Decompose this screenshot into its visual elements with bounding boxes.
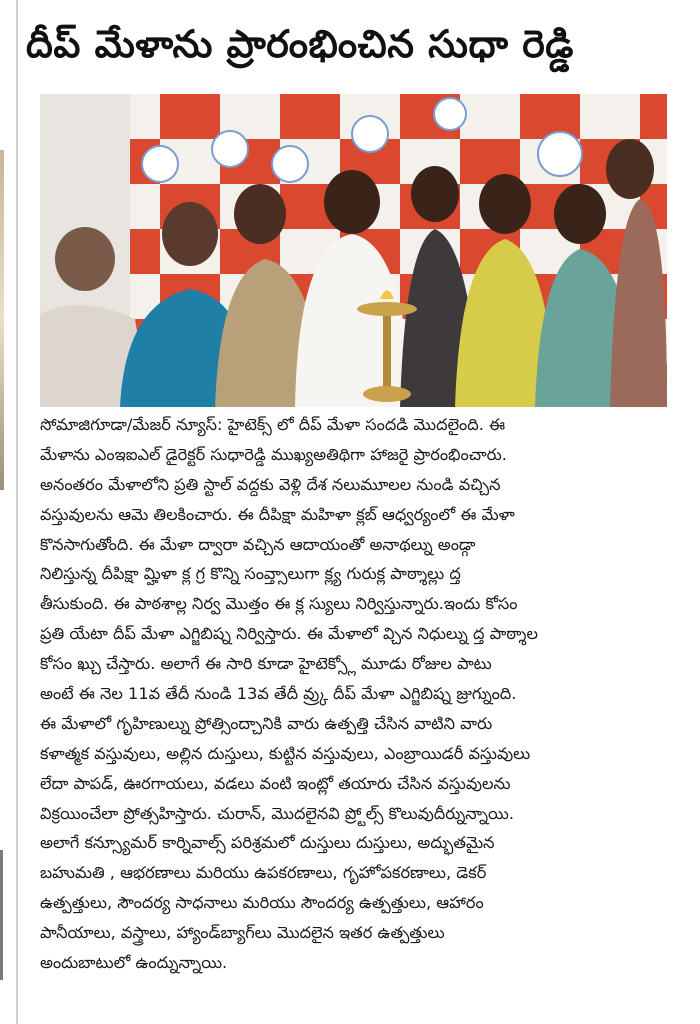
article-line: నిలిస్తున్న దీపిక్షా మ్హిళా క్ల గ్ర కొన్ని సంవ్త్సాలుగా క్ల్య గురుక్ల పాఠ్శాల్లు ద్త: [40, 564, 461, 584]
article-line: అందుబాటులో ఉంద్నున్నాయి.: [40, 953, 228, 973]
article-line: అలాగే కన్స్యూమర్ కార్నివాల్స్ పరిశ్రమలో దుస్తులు దుస్తులు, అద్భుతమైన: [40, 833, 495, 853]
adjacent-column-edge: [0, 850, 3, 980]
article-line: సోమాజిగూడా/మేజర్ న్యూస్: హైటెక్స్ లో దీప్ మేళా సందడి మొదలైంది. ఈ: [40, 415, 506, 434]
column-divider: [16, 0, 18, 1024]
article-line: అనంతరం మేళాలోని ప్రతి స్టాల్ వద్దకు వెళ్లి దేశ నలుమూలల నుండి వచ్చిన: [40, 474, 501, 494]
news-photo-image: [40, 94, 667, 407]
article-line: లేదా పాపడ్, ఊరగాయలు, వడలు వంటి ఇంట్లో తయారు చేసిన వస్తువులను: [40, 773, 511, 793]
article-body: [40, 410, 667, 1010]
article-line: అంటే ఈ నెల 11వ తేదీ నుండి 13వ తేదీ వ్ర్కు దీప్ మేళా ఎగ్జిబిష్న జ్రుగ్నుంది.: [40, 684, 517, 704]
adjacent-column-image-edge: [0, 150, 4, 490]
article-line: కోసం ఖ్చు చేస్తారు. అలాగే ఈ సారి కూడా హైటెక్స్లో మూడు రోజుల పాటు: [40, 654, 492, 674]
headline: దీప్ మేళాను ప్రారంభించిన సుధా రెడ్డి: [26, 22, 574, 66]
article-line: బహుమతి , ఆభరణాలు మరియు ఉపకరణాలు, గృహోపకరణాలు, డెకర్: [40, 863, 487, 883]
article-line: ఉత్పత్తులు, సౌందర్య సాధనాలు మరియు సౌందర్య ఉత్పత్తులు, ఆహారం: [40, 893, 484, 913]
article-line: మేళాను ఎంఇఐఎల్ డైరెక్టర్ సుధారెడ్డి ముఖ్యఅతిథిగా హాజరై ప్రారంభించారు.: [40, 444, 507, 464]
article-line: కొనసాగుతోంది. ఈ మేళా ద్వారా వచ్చిన ఆదాయంతో అనాథల్ను అండ్గా: [40, 534, 476, 554]
article-line: విక్రయించేలా ప్రోత్సహిస్తారు. చురాన్, మొదలైనవి ప్ర్టోల్స్ కొలువుదీర్నున్నాయి.: [40, 803, 514, 823]
news-photo: [40, 94, 667, 407]
article-line: వస్తువులను ఆమె తిలకించారు. ఈ దీపిక్షా మహిళా క్లబ్ ఆధ్వర్యంలో ఈ మేళా: [40, 504, 515, 524]
article-line: పానీయాలు, వస్త్రాలు, హ్యాండ్‌బ్యాగ్‌లు మొదలైన ఇతర ఉత్పత్తులు: [40, 923, 445, 943]
article-line: ఈ మేళాలో గృహిణుల్ను ప్రోత్సింద్చానికి వారు ఉత్పత్తి చేసిన వాటిని వారు: [40, 713, 493, 733]
article-line: ప్రతి యేటా దీప్ మేళా ఎగ్జిబిష్న నిర్విస్తారు. ఈ మేళాలో వ్చిన నిధుల్ను ద్త పాఠ్శాల: [40, 624, 538, 644]
article-line: తీసుకుంది. ఈ పాఠశాల్ల నిర్వ మొత్తం ఈ క్ల స్యులు నిర్విస్తున్నారు.ఇందు కోసం: [40, 594, 518, 614]
article-line: కళాత్మక వస్తువులు, అల్లిన దుస్తులు, కుట్టిన వస్తువులు, ఎంబ్రాయిడరీ వస్తువులు: [40, 743, 531, 763]
